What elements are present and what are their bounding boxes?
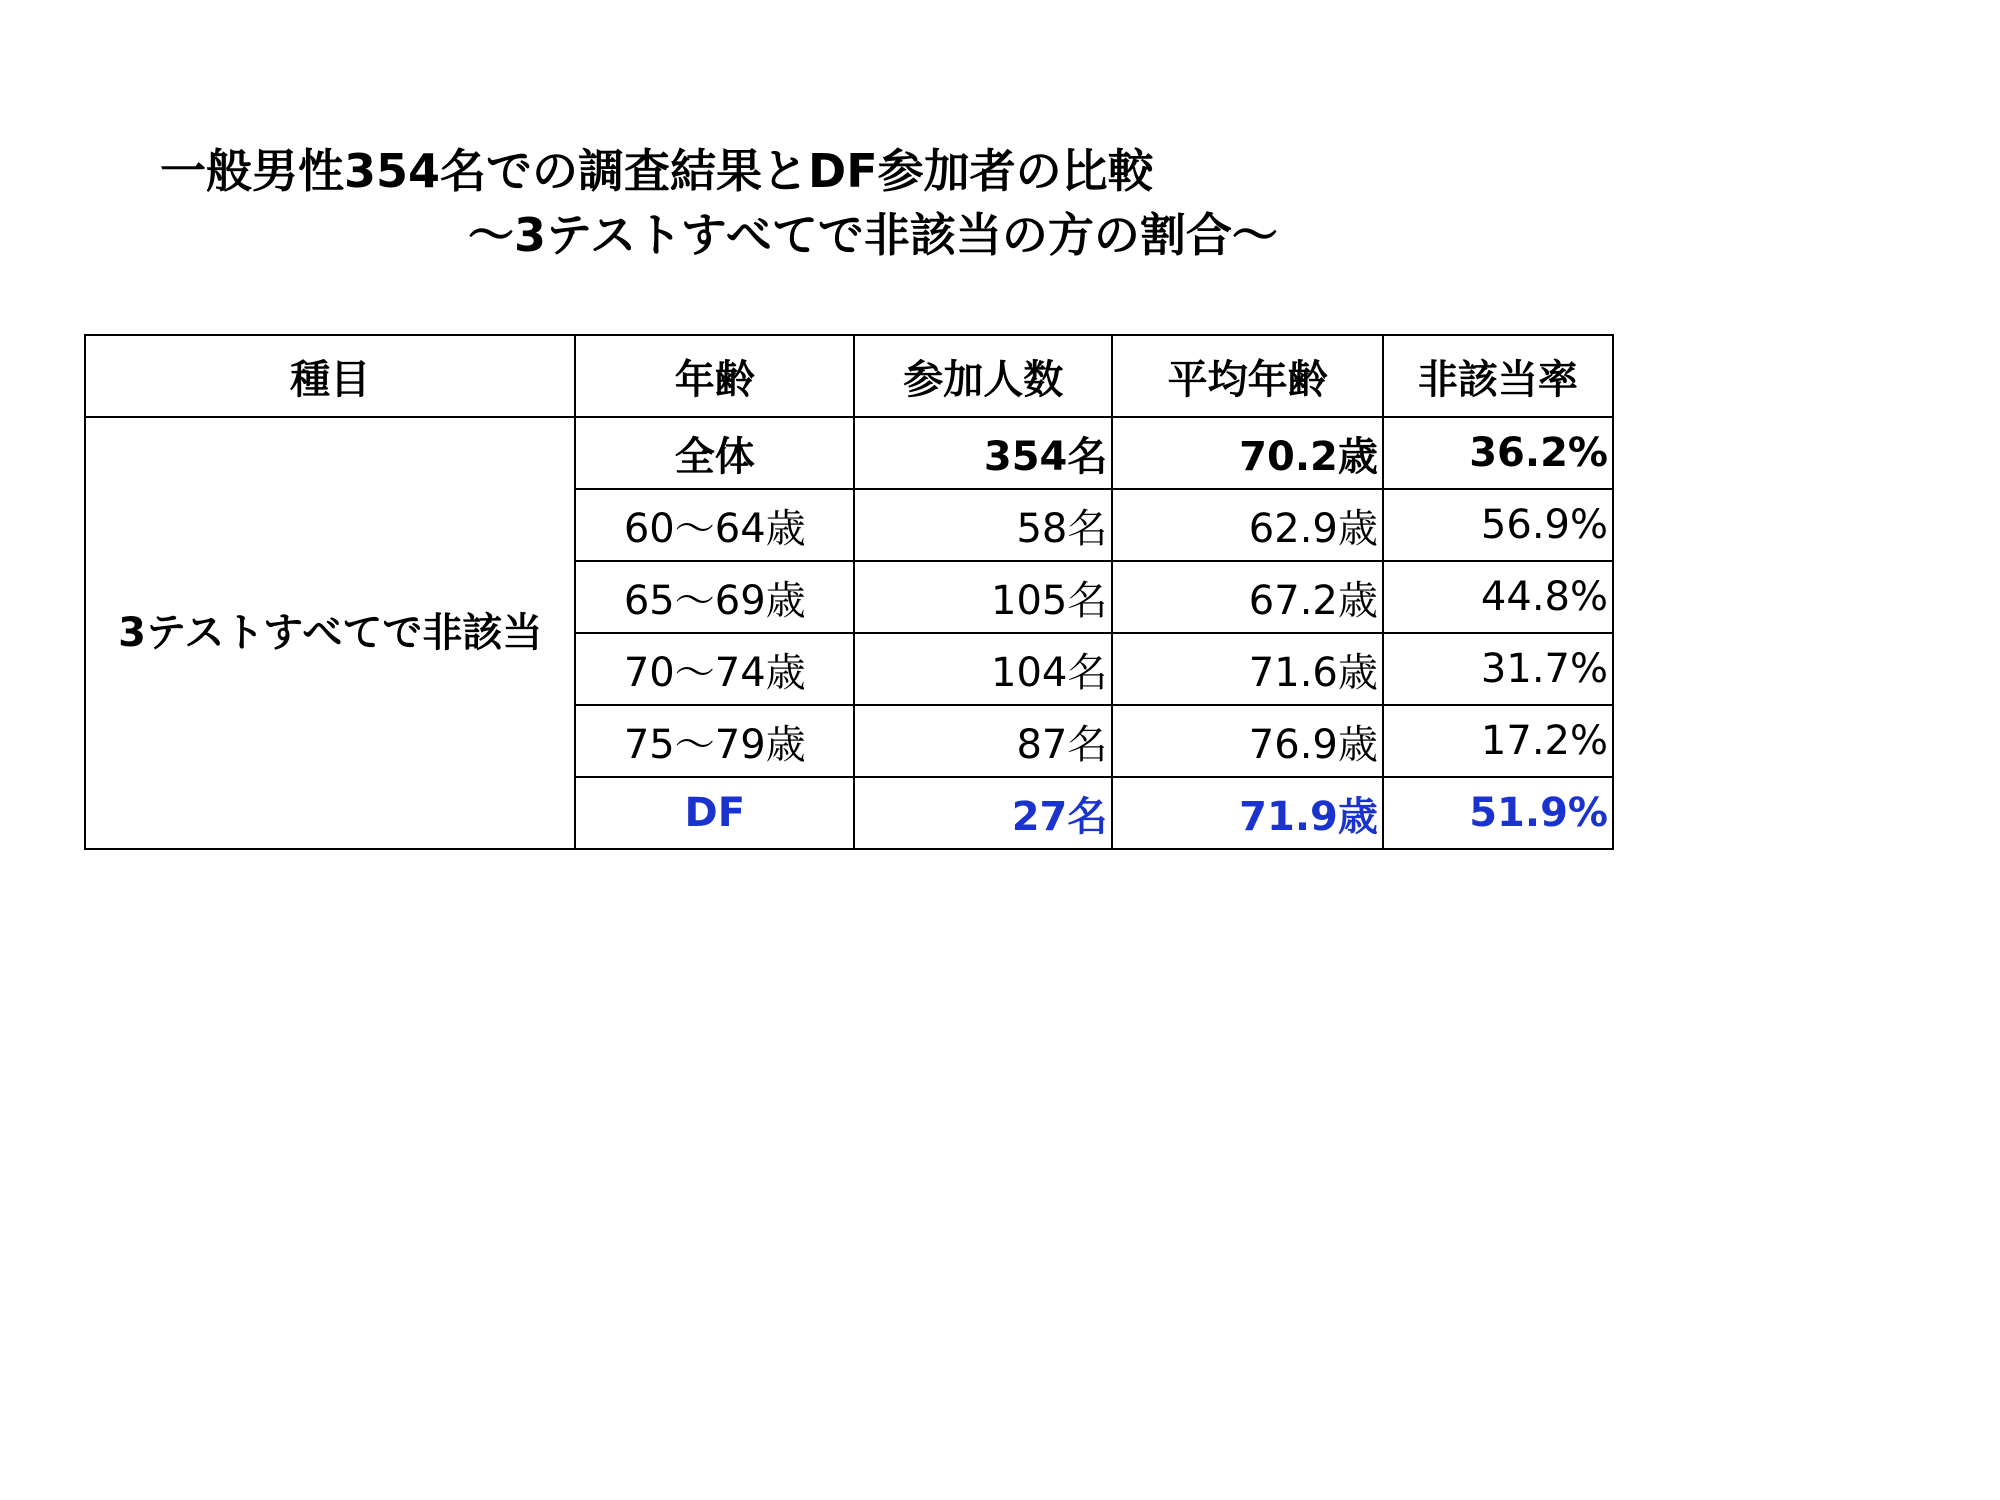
results-table xyxy=(84,334,1614,850)
header-age: 年齢 xyxy=(575,335,854,417)
category-cell: 3テストすべてで非該当 xyxy=(85,417,575,849)
age-cell: DF xyxy=(575,777,854,849)
header-category: 種目 xyxy=(85,335,575,417)
rate-cell: 44.8% xyxy=(1383,561,1613,633)
age-cell: 60～64歳 xyxy=(575,489,854,561)
count-cell: 104名 xyxy=(854,633,1112,705)
age-cell: 65～69歳 xyxy=(575,561,854,633)
count-cell: 87名 xyxy=(854,705,1112,777)
table-row-total xyxy=(85,417,1613,489)
age-cell: 全体 xyxy=(575,417,854,489)
average-age-cell: 71.9歳 xyxy=(1112,777,1382,849)
rate-cell: 36.2% xyxy=(1383,417,1613,489)
average-age-cell: 67.2歳 xyxy=(1112,561,1382,633)
slide-title: 一般男性354名での調査結果とDF参加者の比較 xyxy=(160,144,1154,198)
age-cell: 70～74歳 xyxy=(575,633,854,705)
rate-cell: 17.2% xyxy=(1383,705,1613,777)
slide-subtitle: ～3テストすべてで非該当の方の割合～ xyxy=(468,208,1278,262)
average-age-cell: 62.9歳 xyxy=(1112,489,1382,561)
count-cell: 27名 xyxy=(854,777,1112,849)
age-cell: 75～79歳 xyxy=(575,705,854,777)
count-cell: 354名 xyxy=(854,417,1112,489)
rate-cell: 31.7% xyxy=(1383,633,1613,705)
header-count: 参加人数 xyxy=(854,335,1112,417)
average-age-cell: 76.9歳 xyxy=(1112,705,1382,777)
rate-cell: 56.9% xyxy=(1383,489,1613,561)
rate-cell: 51.9% xyxy=(1383,777,1613,849)
average-age-cell: 71.6歳 xyxy=(1112,633,1382,705)
count-cell: 105名 xyxy=(854,561,1112,633)
header-rate: 非該当率 xyxy=(1383,335,1613,417)
count-cell: 58名 xyxy=(854,489,1112,561)
table-header-row xyxy=(85,335,1613,417)
header-average-age: 平均年齢 xyxy=(1112,335,1382,417)
average-age-cell: 70.2歳 xyxy=(1112,417,1382,489)
